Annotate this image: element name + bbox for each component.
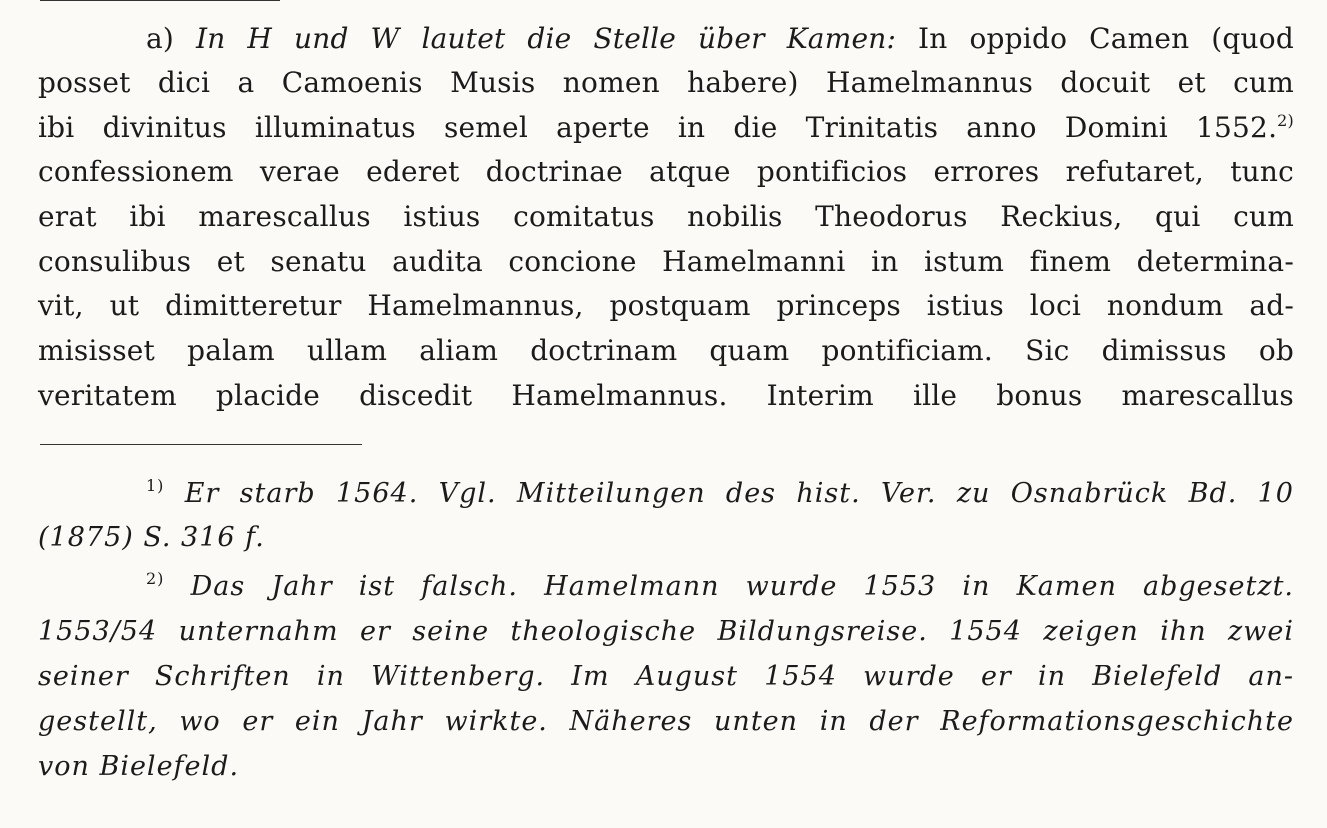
text-line-6: consulibus et senatu audita concione Hamelmanni in istum finem determina-	[38, 245, 1294, 278]
footnote-2-line-2: 1553/54 unternahm er seine theologische Bildungsreise. 1554 zeigen ihn zwei	[38, 616, 1294, 647]
text-line-2: posset dici a Camoenis Musis nomen habere) Hamelmannus docuit et cum	[38, 66, 1294, 99]
footnote-1-marker: 1)	[146, 476, 165, 495]
line1-rest: In oppido Camen (quod	[918, 22, 1294, 55]
footnote-2-line-4: gestellt, wo er ein Jahr wirkte. Näheres unten in der Reformationsgeschichte	[38, 706, 1294, 737]
footnote-2-line-5: von Bielefeld.	[38, 751, 240, 782]
paragraph-marker: a)	[146, 22, 175, 55]
text-line-1	[146, 17, 1294, 61]
text-line-5: erat ibi marescallus istius comitatus nobilis Theodorus Reckius, qui cum	[38, 200, 1294, 233]
footnote-ref-2: 2)	[1277, 111, 1294, 130]
line3-text: ibi divinitus illuminatus semel aperte in die Trinitatis anno Domini 1552.	[38, 111, 1278, 144]
footnote-2-line-3: seiner Schriften in Wittenberg. Im August 1554 wurde er in Bielefeld an-	[38, 661, 1294, 692]
footnote-1-text: Er starb 1564. Vgl. Mitteilungen des hist. Ver. zu Osnabrück Bd. 10	[184, 478, 1294, 509]
text-line-7: vit, ut dimitteretur Hamelmannus, postquam princeps istius loci nondum ad-	[38, 289, 1294, 322]
footnote-2-text: Das Jahr ist falsch. Hamelmann wurde 1553 in Kamen abgesetzt.	[190, 571, 1294, 602]
footnote-1-line-1	[146, 471, 1294, 516]
footnote-rule	[40, 444, 362, 445]
footnote-2-line-1	[146, 564, 1294, 609]
footnote-1-line-2: (1875) S. 316 f.	[38, 522, 265, 553]
intro-italic: In H und W lautet die Stelle über Kamen:	[195, 22, 897, 55]
text-line-4: confessionem verae ederet doctrinae atque pontificios errores refutaret, tunc	[38, 155, 1294, 188]
text-line-3	[38, 106, 1294, 150]
text-line-8: misisset palam ullam aliam doctrinam quam pontificiam. Sic dimissus ob	[38, 334, 1294, 367]
footnote-2-marker: 2)	[146, 569, 165, 588]
top-rule	[40, 0, 280, 1]
text-line-9: veritatem placide discedit Hamelmannus. Interim ille bonus marescallus	[38, 379, 1294, 412]
